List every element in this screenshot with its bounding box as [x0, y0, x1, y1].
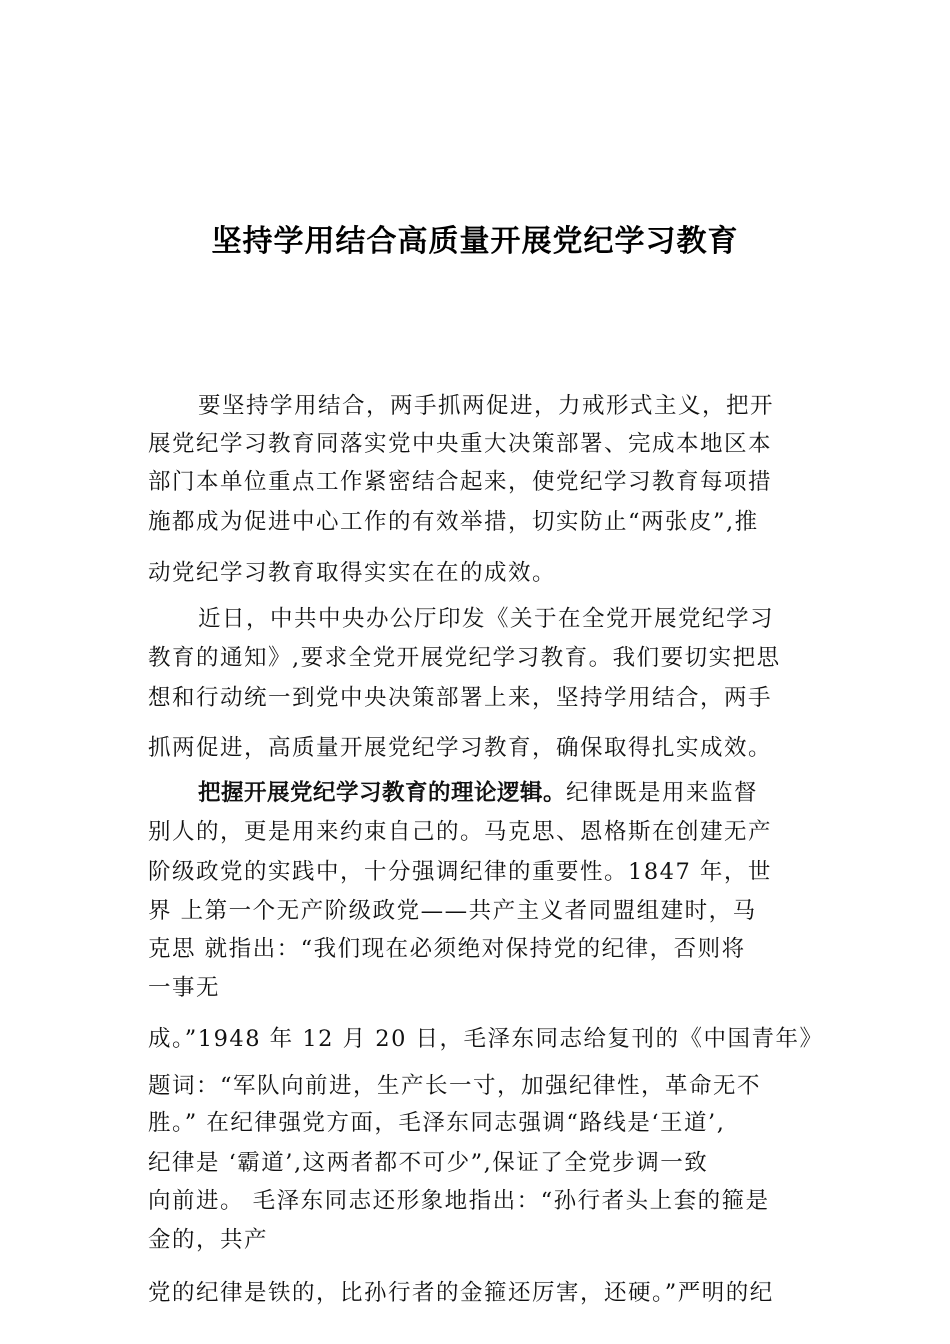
- paragraph-2-line-1: 近日，中共中央办公厅印发《关于在全党开展党纪学习: [198, 606, 775, 632]
- paragraph-1-line-3: 部门本单位重点工作紧密结合起来，使党纪学习教育每项措: [148, 469, 773, 495]
- paragraph-4-line-2: 题词：“军队向前进，生产长一寸，加强纪律性，革命无不: [148, 1073, 762, 1099]
- paragraph-1-line-2: 展党纪学习教育同落实党中央重大决策部署、完成本地区本: [148, 431, 773, 457]
- paragraph-3-line-2: 别人的，更是用来约束自己的。马克思、恩格斯在创建无产: [148, 819, 773, 845]
- paragraph-4-line-6: 金的，共产: [148, 1227, 269, 1253]
- paragraph-2-line-2: 教育的通知》,要求全党开展党纪学习教育。我们要切实把思: [148, 645, 781, 671]
- paragraph-3-line-6: 一事无: [148, 975, 221, 1001]
- paragraph-3-line-3: 阶级政党的实践中，十分强调纪律的重要性。1847 年，世: [148, 859, 772, 885]
- paragraph-1-line-5: 动党纪学习教育取得实实在在的成效。: [148, 560, 557, 586]
- paragraph-3-line-1: [198, 778, 758, 808]
- paragraph-3-line-1-text: 纪律既是用来监督: [566, 780, 759, 806]
- section-heading: 把握开展党纪学习教育的理论逻辑。: [198, 780, 567, 806]
- paragraph-4-line-1: 成。”1948 年 12 月 20 日，毛泽东同志给复刊的《中国青年》: [148, 1026, 824, 1052]
- paragraph-4-line-3: 胜。” 在纪律强党方面，毛泽东同志强调“路线是‘王道’,: [148, 1110, 726, 1136]
- paragraph-4-line-5: 向前进。 毛泽东同志还形象地指出：“孙行者头上套的箍是: [148, 1188, 770, 1214]
- paragraph-3-line-4: 界 上第一个无产阶级政党——共产主义者同盟组建时，马: [148, 898, 757, 924]
- paragraph-2-line-3: 想和行动统一到党中央决策部署上来，坚持学用结合，两手: [148, 685, 773, 711]
- paragraph-4-line-4: 纪律是 ‘霸道’,这两者都不可少”,保证了全党步调一致: [148, 1150, 709, 1176]
- paragraph-2-line-4: 抓两促进，高质量开展党纪学习教育，确保取得扎实成效。: [148, 735, 773, 761]
- paragraph-3-line-5: 克思 就指出：“我们现在必须绝对保持党的纪律，否则将: [148, 936, 746, 962]
- paragraph-5-line-1: 党的纪律是铁的，比孙行者的金箍还厉害，还硬。”严明的纪: [148, 1280, 774, 1306]
- document-title: 坚持学用结合高质量开展党纪学习教育: [211, 224, 739, 259]
- paragraph-1-line-1: 要坚持学用结合，两手抓两促进，力戒形式主义，把开: [198, 393, 775, 419]
- paragraph-1-line-4: 施都成为促进中心工作的有效举措，切实防止“两张皮”,推: [148, 509, 759, 535]
